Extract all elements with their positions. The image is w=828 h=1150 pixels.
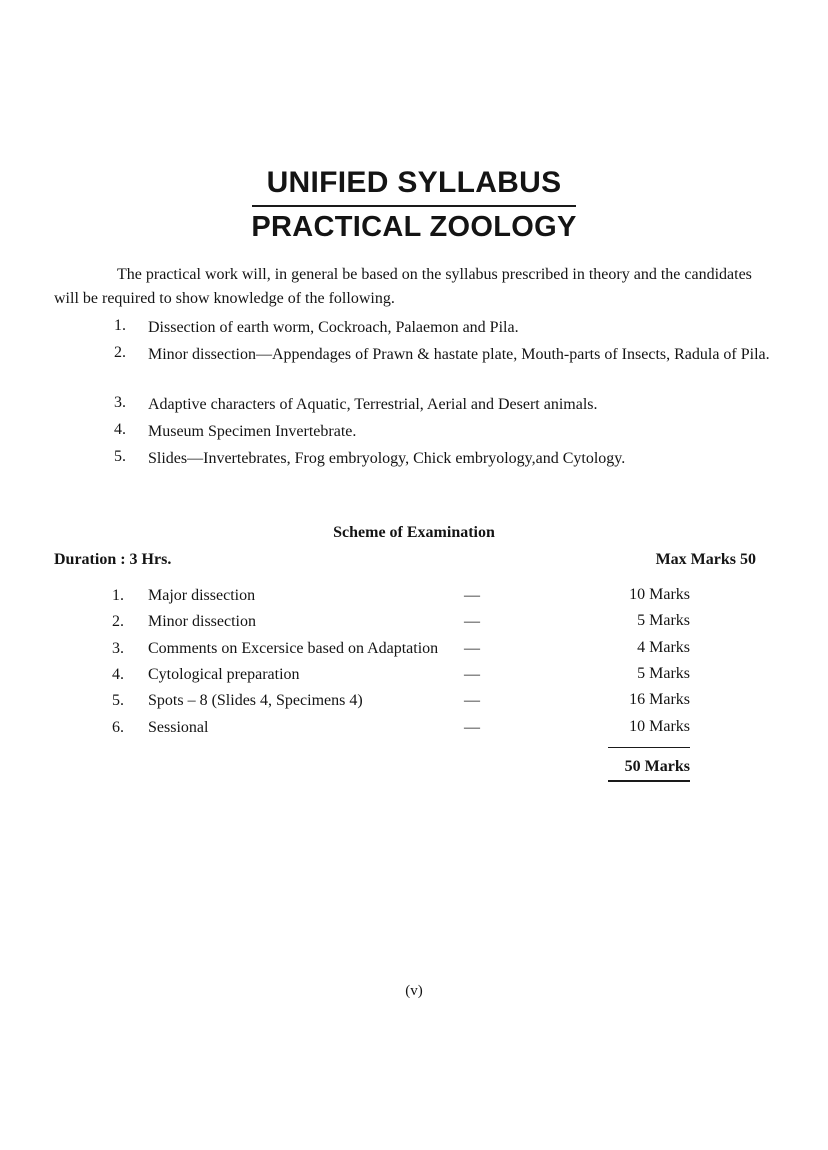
exam-item-text: Comments on Excersice based on Adaptation [148, 640, 439, 657]
exam-item-text: Sessional [148, 719, 209, 736]
syllabus-item-number: 5. [114, 448, 126, 465]
exam-item-dash: — [464, 719, 480, 736]
exam-item-dash: — [464, 666, 480, 683]
total-marks: 50 Marks [624, 758, 690, 775]
syllabus-item-text: Museum Specimen Invertebrate. [148, 423, 357, 440]
exam-item-number: 5. [112, 692, 124, 709]
syllabus-item-number: 3. [114, 394, 126, 411]
title-divider [252, 205, 576, 207]
max-marks-label: Max Marks 50 [655, 551, 756, 568]
syllabus-item-text: Minor dissection—Appendages of Prawn & hastate plate, Mouth-parts of Insects, Radula of Pila. [148, 346, 770, 363]
exam-item-dash: — [464, 692, 480, 709]
exam-item-text: Cytological preparation [148, 666, 300, 683]
exam-item-marks: 10 Marks [629, 586, 690, 603]
syllabus-item-text: Adaptive characters of Aquatic, Terrestrial, Aerial and Desert animals. [148, 396, 598, 413]
scheme-title: Scheme of Examination [333, 524, 495, 541]
intro-line-2: will be required to show knowledge of the following. [54, 290, 395, 307]
exam-item-number: 6. [112, 719, 124, 736]
exam-item-text: Spots – 8 (Slides 4, Specimens 4) [148, 692, 363, 709]
syllabus-item-number: 1. [114, 317, 126, 334]
syllabus-item-number: 2. [114, 344, 126, 361]
syllabus-item-text: Slides—Invertebrates, Frog embryology, Chick embryology,and Cytology. [148, 450, 626, 467]
exam-item-dash: — [464, 613, 480, 630]
exam-item-dash: — [464, 587, 480, 604]
syllabus-item-number: 4. [114, 421, 126, 438]
exam-item-marks: 10 Marks [629, 718, 690, 735]
exam-item-dash: — [464, 640, 480, 657]
exam-item-number: 4. [112, 666, 124, 683]
total-rule-top [608, 747, 690, 748]
page-number: (v) [405, 983, 423, 999]
page-title: UNIFIED SYLLABUS [266, 166, 562, 199]
exam-item-text: Major dissection [148, 587, 256, 604]
exam-item-number: 3. [112, 640, 124, 657]
duration-label: Duration : 3 Hrs. [54, 551, 172, 568]
exam-item-marks: 16 Marks [629, 691, 690, 708]
exam-item-number: 1. [112, 587, 124, 604]
exam-item-marks: 5 Marks [637, 665, 690, 682]
page-subtitle: PRACTICAL ZOOLOGY [251, 211, 577, 243]
exam-item-text: Minor dissection [148, 613, 256, 630]
syllabus-item-text: Dissection of earth worm, Cockroach, Palaemon and Pila. [148, 319, 519, 336]
exam-item-number: 2. [112, 613, 124, 630]
exam-item-marks: 4 Marks [637, 639, 690, 656]
exam-item-marks: 5 Marks [637, 612, 690, 629]
total-rule-bottom [608, 780, 690, 782]
intro-line-1: The practical work will, in general be based on the syllabus prescribed in theory and the candidates [117, 266, 752, 283]
